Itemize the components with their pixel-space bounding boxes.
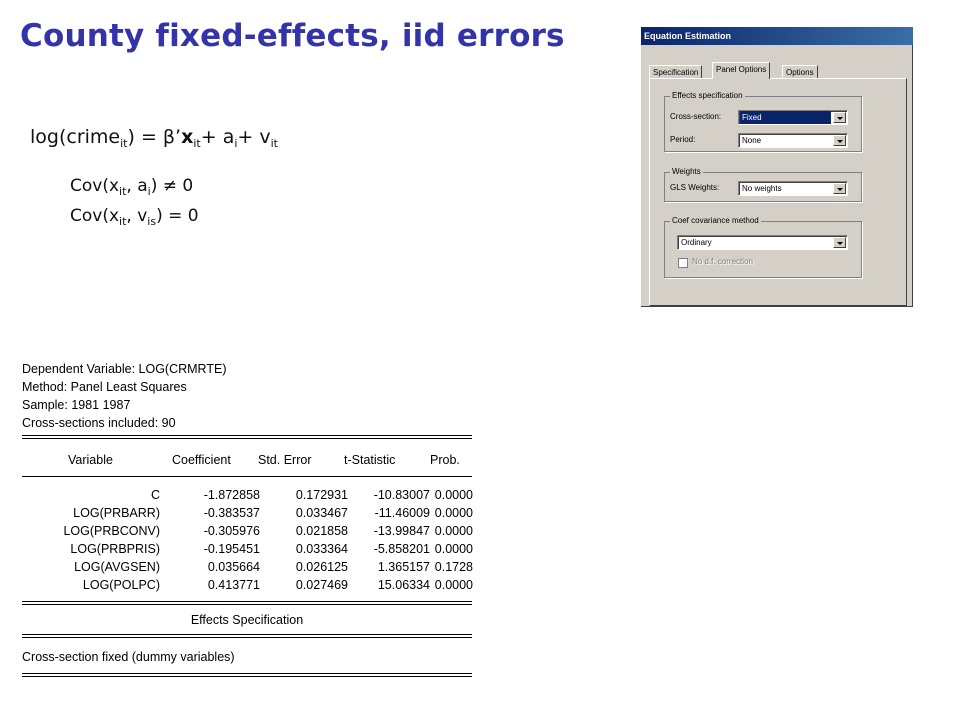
col-prob: Prob. [430,453,460,467]
table-bottom-rule-double [22,676,472,677]
equation-estimation-dialog [640,26,913,307]
col-t-statistic: t-Statistic [344,453,396,467]
model-equation: log(crime$_{it}$) = $\beta’x_{it}+ a_i+ v_{it}$ [30,126,278,150]
col-variable: Variable [68,453,113,467]
table-row: LOG(POLPC) 0.413771 0.027469 15.06334 0.0000 [82,578,473,592]
effects-spec-title: Effects Specification [190,613,304,627]
table-bottom-rule [22,673,472,674]
header-row [22,451,474,469]
coefficient-table-body [22,486,474,594]
coef-covariance-label: Coef covariance method [672,216,759,225]
effects-spec-label: Effects specification [672,91,743,100]
cross-sections-line: Cross-sections included: 90 [22,416,176,430]
tab-panel-options[interactable]: Panel Options [712,62,770,79]
panel-options-pane [649,78,907,306]
table-row: LOG(AVGSEN) 0.035664 0.026125 1.365157 0.1728 [74,560,473,574]
chevron-down-icon[interactable] [833,237,846,248]
effects-rule [22,634,472,635]
chevron-down-icon[interactable] [833,135,846,146]
col-coefficient: Coefficient [172,453,231,467]
rows-bottom-rule-double [22,604,472,605]
dependent-variable-line: Dependent Variable: LOG(CRMRTE) [22,362,227,376]
table-top-rule [22,435,472,436]
rows-bottom-rule [22,601,472,602]
header-rule [22,476,472,477]
no-df-correction-checkbox[interactable] [678,258,688,268]
period-select[interactable]: None [738,133,848,148]
effects-spec-group [664,91,862,152]
method-line: Method: Panel Least Squares [22,380,187,394]
condition-cov-a: $Cov(x_{it}$, $a_i) \ne 0$ [70,176,194,198]
table-row: LOG(PRBPRIS) -0.195451 0.033364 -5.858201 0.0000 [70,542,473,556]
tab-specification[interactable]: Specification [649,65,702,79]
coefficient-table-header [22,451,474,469]
table-row: LOG(PRBCONV) -0.305976 0.021858 -13.99847 0.0000 [63,524,473,538]
gls-weights-select[interactable]: No weights [738,181,848,196]
no-df-correction-label: No d.f. correction [692,257,753,266]
slide-title: County fixed-effects, iid errors [20,18,565,54]
table-row: C -1.872858 0.172931 -10.83007 0.0000 [150,488,473,502]
condition-cov-v: $Cov(x_{it}$, $v_{is}) = 0$ [70,206,199,228]
period-label: Period: [670,135,696,144]
coef-covariance-group [664,216,862,278]
col-std-error: Std. Error [258,453,312,467]
chevron-down-icon[interactable] [833,112,846,123]
coef-covariance-select[interactable]: Ordinary [677,235,848,250]
weights-group [664,167,862,202]
effects-spec-text: Cross-section fixed (dummy variables) [22,650,235,664]
cross-section-select[interactable]: Fixed [738,110,848,125]
chevron-down-icon[interactable] [833,183,846,194]
table-top-rule-double [22,438,472,439]
tab-options[interactable]: Options [782,65,818,79]
gls-weights-label: GLS Weights: [670,183,720,192]
cross-section-label: Cross-section: [670,112,722,121]
weights-label: Weights [672,167,701,176]
dialog-titlebar[interactable]: Equation Estimation [641,27,913,45]
regression-output [22,360,474,664]
effects-rule-double [22,637,472,638]
table-row: LOG(PRBARR) -0.383537 0.033467 -11.46009 0.0000 [73,506,473,520]
sample-line: Sample: 1981 1987 [22,398,131,412]
